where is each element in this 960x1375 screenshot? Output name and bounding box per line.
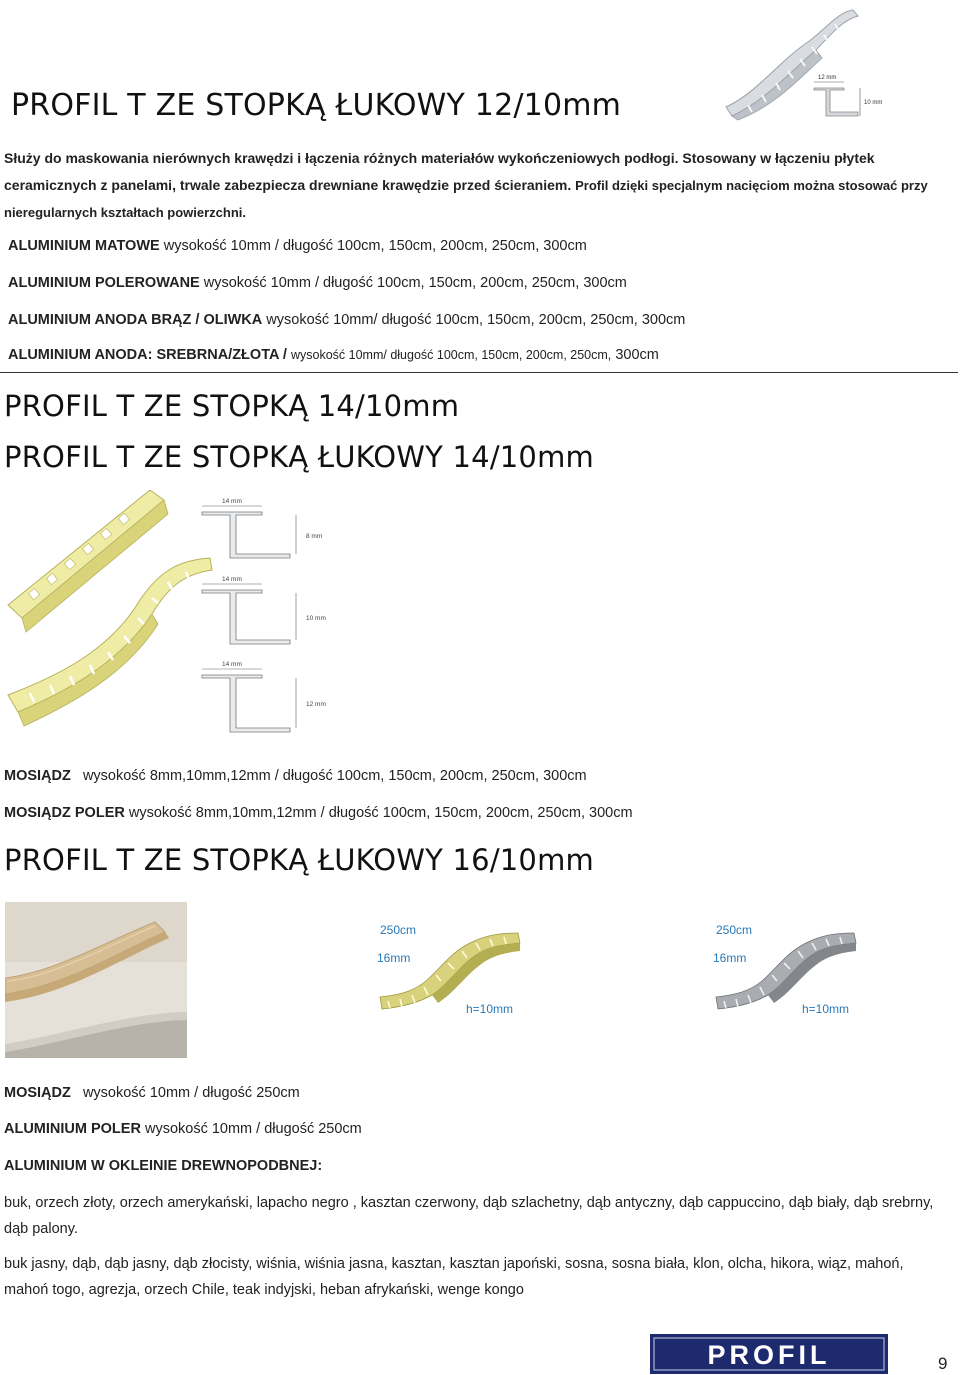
wood-colors-list-1: buk, orzech złoty, orzech amerykański, lapacho negro , kasztan czerwony, dąb szlachetny, dąb antyczny, dąb cappuccino, dąb biały, dąb srebrny, dąb palony. [4,1195,934,1237]
description-main: Służy do maskowania nierównych krawędzi i łączenia różnych materiałów wykończeniowych podłogi. Stosowany w łączeniu płytek ceramicznych z panelami, trwale zabezpiecza drewniane krawędzie przed ścieraniem. [4,150,875,193]
spec-row-mosiadz-poler [4,805,633,821]
dim-height-2: 10 mm [306,615,326,622]
material-spec: wysokość 10mm / długość 250cm [144,1121,362,1137]
dim-height-3: 12 mm [306,701,326,708]
gold-dim-left: 16mm [377,951,411,965]
silver-dim-top: 250cm [716,923,753,937]
dim-top-label: 12 mm [818,75,837,81]
material-name: ALUMINIUM W OKLEINIE DREWNOPODBNEJ: [4,1158,323,1174]
page-number: 9 [938,1354,948,1373]
spec-row-aluminium-matowe [8,238,587,254]
material-spec: wysokość 10mm / długość 250cm [82,1085,300,1101]
material-name: ALUMINIUM ANODA BRĄZ / OLIWKA [8,312,263,328]
section2-title-b: PROFIL T ZE STOPKĄ ŁUKOWY 14/10mm [4,440,594,474]
material-spec: wysokość 10mm / długość 100cm, 150cm, 200cm, 250cm, 300cm [203,275,627,291]
cross-section-diagrams [202,512,290,732]
spec-row-aluminium-okleina [4,1158,322,1174]
material-spec: wysokość 10mm/ długość 100cm, 150cm, 200cm, 250cm, [291,348,612,362]
logo-text: PROFIL [707,1340,831,1370]
dim-width-1: 14 mm [222,498,242,505]
wood-colors-list-2: buk jasny, dąb, dąb jasny, dąb złocisty, wiśnia, wiśnia jasna, kasztan, kasztan japoński, sosna, sosna biała, klon, olcha, hikora, wiąz, mahoń, mahoń togo, agrezja, orzech Chile, teak indyjski, heban afrykański, wenge kongo [4,1256,904,1298]
material-spec: wysokość 8mm,10mm,12mm / długość 100cm, 150cm, 200cm, 250cm, 300cm [128,805,633,821]
profil-logo [650,1334,888,1374]
material-name: MOSIĄDZ POLER [4,805,125,821]
silver-curved-profile-16-image [706,915,866,1020]
material-name: ALUMINIUM ANODA: SREBRNA/ZŁOTA / [8,347,287,363]
dim-side-label: 10 mm [864,100,883,106]
spec-row-mosiadz [4,768,587,784]
material-name: ALUMINIUM POLER [4,1121,141,1137]
material-spec: wysokość 10mm / długość 100cm, 150cm, 200cm, 250cm, 300cm [163,238,587,254]
material-spec: wysokość 8mm,10mm,12mm / długość 100cm, 150cm, 200cm, 250cm, 300cm [82,768,587,784]
silver-dim-left: 16mm [713,951,747,965]
material-name: ALUMINIUM MATOWE [8,238,160,254]
spec-row-aluminium-polerowane [8,275,627,291]
section2-title-a: PROFIL T ZE STOPKĄ 14/10mm [4,389,460,423]
material-name: MOSIĄDZ [4,768,71,784]
section1-description [4,145,954,226]
material-name: MOSIĄDZ [4,1085,71,1101]
gold-profiles-14-image [0,490,360,745]
material-spec-tail: 300cm [615,347,659,363]
dim-width-3: 14 mm [222,661,242,668]
silver-dim-bottom: h=10mm [802,1002,850,1016]
gold-curved-profile-16-image [370,915,530,1020]
description-note: Profil dzięki specjalnym nacięciom można stosować przy nieregularnych kształtach powierzchni. [4,178,928,220]
material-spec: wysokość 10mm/ długość 100cm, 150cm, 200cm, 250cm, 300cm [266,312,686,328]
section-divider [0,372,958,373]
material-name: ALUMINIUM POLEROWANE [8,275,200,291]
section1-title: PROFIL T ZE STOPKĄ ŁUKOWY 12/10mm [11,88,622,123]
wood-veneer-profile-photo [5,902,187,1058]
spec-row-aluminium-anoda-braz [8,312,685,328]
spec-row-aluminium-poler-250 [4,1121,362,1137]
gold-dim-bottom: h=10mm [466,1002,514,1016]
section3-title: PROFIL T ZE STOPKĄ ŁUKOWY 16/10mm [4,843,594,877]
curved-profile-12-image [718,2,898,122]
gold-dim-top: 250cm [380,923,417,937]
dim-width-2: 14 mm [222,576,242,583]
spec-row-aluminium-anoda-srebrna [8,347,659,363]
spec-row-mosiadz-250 [4,1085,300,1101]
dim-height-1: 8 mm [306,533,323,540]
